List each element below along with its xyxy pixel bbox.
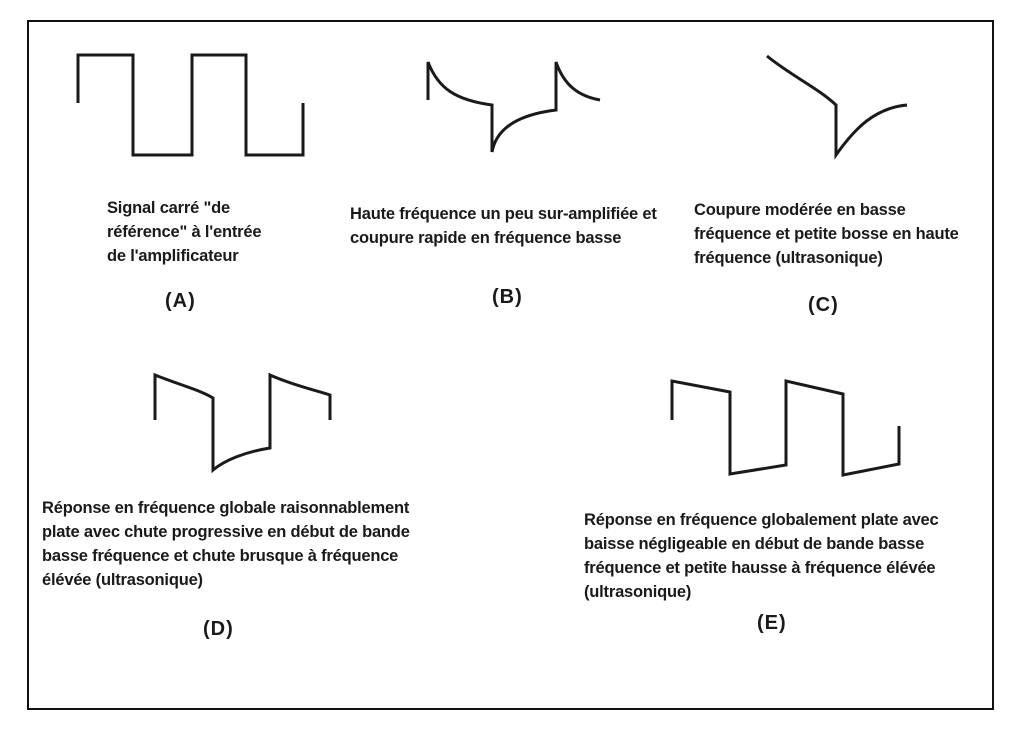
caption-c-line-2: fréquence et petite bosse en haute xyxy=(694,225,959,243)
caption-e-line-4: (ultrasonique) xyxy=(584,583,692,601)
caption-d xyxy=(42,496,410,592)
caption-e xyxy=(584,508,939,604)
label-e: (E) xyxy=(757,612,787,634)
label-b: (B) xyxy=(492,286,523,308)
caption-e-line-3: fréquence et petite hausse à fréquence élévée xyxy=(584,559,936,577)
caption-e-line-2: baisse négligeable en début de bande basse xyxy=(584,535,925,553)
caption-b xyxy=(350,202,657,250)
diagram-frame xyxy=(27,20,994,710)
label-a: (A) xyxy=(165,290,196,312)
caption-c-line-1: Coupure modérée en basse xyxy=(694,201,906,219)
caption-d-line-3: basse fréquence et chute brusque à fréquence xyxy=(42,547,399,565)
caption-a-line-2: référence" à l'entrée xyxy=(107,223,262,241)
caption-a-line-1: Signal carré "de xyxy=(107,199,230,217)
label-c: (C) xyxy=(808,294,839,316)
caption-c-line-3: fréquence (ultrasonique) xyxy=(694,249,883,267)
caption-d-line-4: élévée (ultrasonique) xyxy=(42,571,203,589)
caption-e-line-1: Réponse en fréquence globalement plate avec xyxy=(584,511,939,529)
caption-b-line-1: Haute fréquence un peu sur-amplifiée et xyxy=(350,205,657,223)
label-d: (D) xyxy=(203,618,234,640)
caption-a xyxy=(107,196,261,268)
caption-b-line-2: coupure rapide en fréquence basse xyxy=(350,229,622,247)
caption-a-line-3: de l'amplificateur xyxy=(107,247,239,265)
caption-c xyxy=(694,198,959,270)
caption-d-line-1: Réponse en fréquence globale raisonnablement xyxy=(42,499,410,517)
caption-d-line-2: plate avec chute progressive en début de bande xyxy=(42,523,410,541)
